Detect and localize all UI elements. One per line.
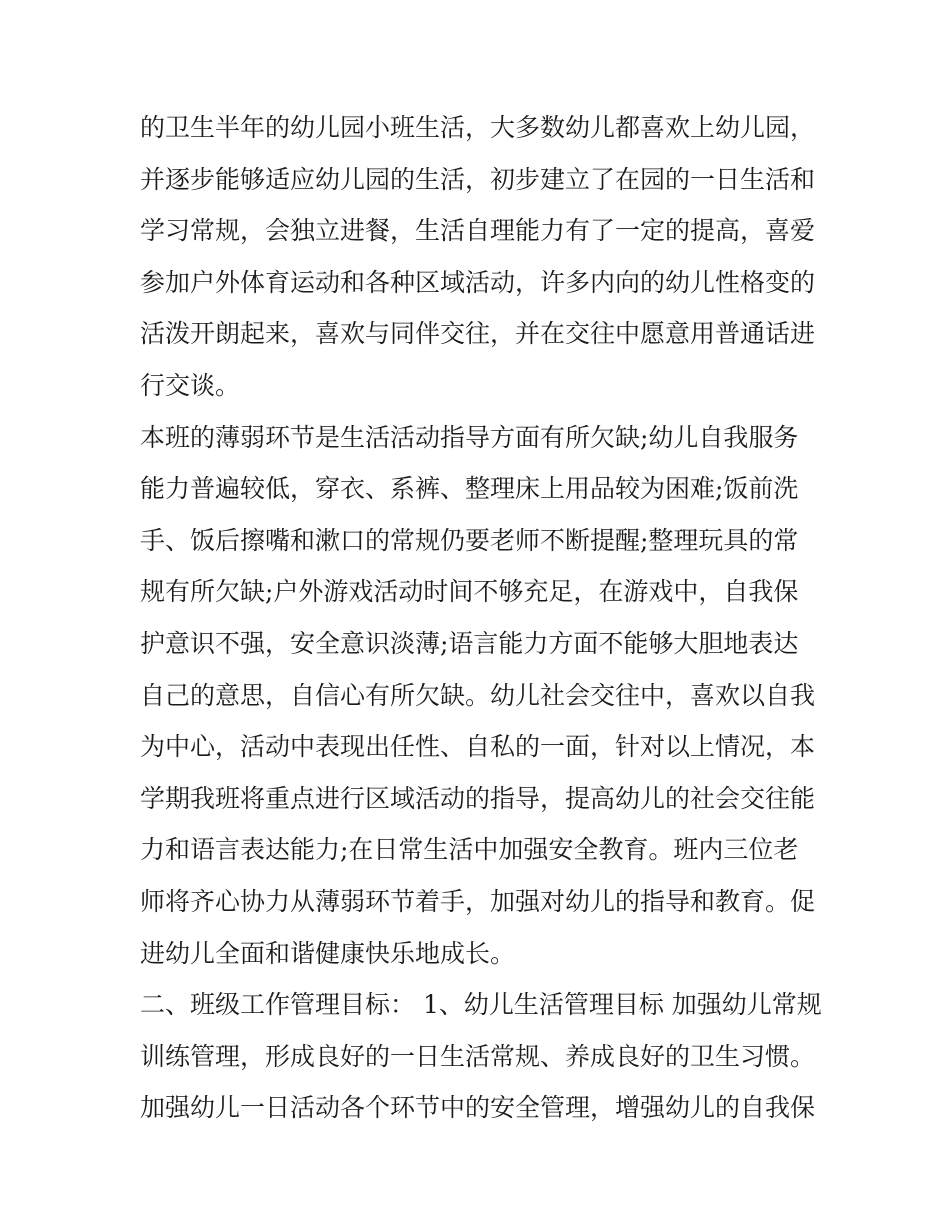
text-line: 为中心，活动中表现出任性、自私的一面，针对以上情况，本 bbox=[140, 732, 816, 762]
text-line: 规有所欠缺;户外游戏活动时间不够充足，在游戏中，自我保 bbox=[140, 577, 799, 607]
text-line: 本班的薄弱环节是生活活动指导方面有所欠缺;幼儿自我服务 bbox=[140, 422, 799, 452]
text-line: 自己的意思，自信心有所欠缺。幼儿社会交往中，喜欢以自我 bbox=[140, 680, 816, 710]
text-line: 训练管理，形成良好的一日生活常规、养成良好的卫生习惯。 bbox=[140, 1041, 816, 1071]
text-line: 能力普遍较低，穿衣、系裤、整理床上用品较为困难;饭前洗 bbox=[140, 474, 799, 504]
text-line: 学习常规，会独立进餐，生活自理能力有了一定的提高，喜爱 bbox=[140, 216, 816, 246]
text-line: 的卫生半年的幼儿园小班生活，大多数幼儿都喜欢上幼儿园， bbox=[140, 113, 816, 142]
text-line: 并逐步能够适应幼儿园的生活，初步建立了在园的一日生活和 bbox=[140, 164, 816, 194]
text-line: 行交谈。 bbox=[140, 370, 241, 400]
text-line: 手、饭后擦嘴和漱口的常规仍要老师不断提醒;整理玩具的常 bbox=[140, 525, 799, 555]
text-line: 力和语言表达能力;在日常生活中加强安全教育。班内三位老 bbox=[140, 835, 799, 865]
text-line: 护意识不强，安全意识淡薄;语言能力方面不能够大胆地表达 bbox=[140, 628, 799, 658]
text-line: 加强幼儿一日活动各个环节中的安全管理，增强幼儿的自我保 bbox=[140, 1093, 816, 1123]
text-line: 学期我班将重点进行区域活动的指导，提高幼儿的社会交往能 bbox=[140, 783, 816, 813]
text-line: 参加户外体育运动和各种区域活动，许多内向的幼儿性格变的 bbox=[140, 267, 816, 297]
text-line: 二、班级工作管理目标： 1、幼儿生活管理目标 加强幼儿常规 bbox=[140, 990, 822, 1020]
text-line: 活泼开朗起来，喜欢与同伴交往，并在交往中愿意用普通话进 bbox=[140, 319, 816, 349]
text-line: 师将齐心协力从薄弱环节着手，加强对幼儿的指导和教育。促 bbox=[140, 886, 816, 916]
body-text bbox=[140, 102, 820, 1134]
text-line: 进幼儿全面和谐健康快乐地成长。 bbox=[140, 938, 516, 968]
